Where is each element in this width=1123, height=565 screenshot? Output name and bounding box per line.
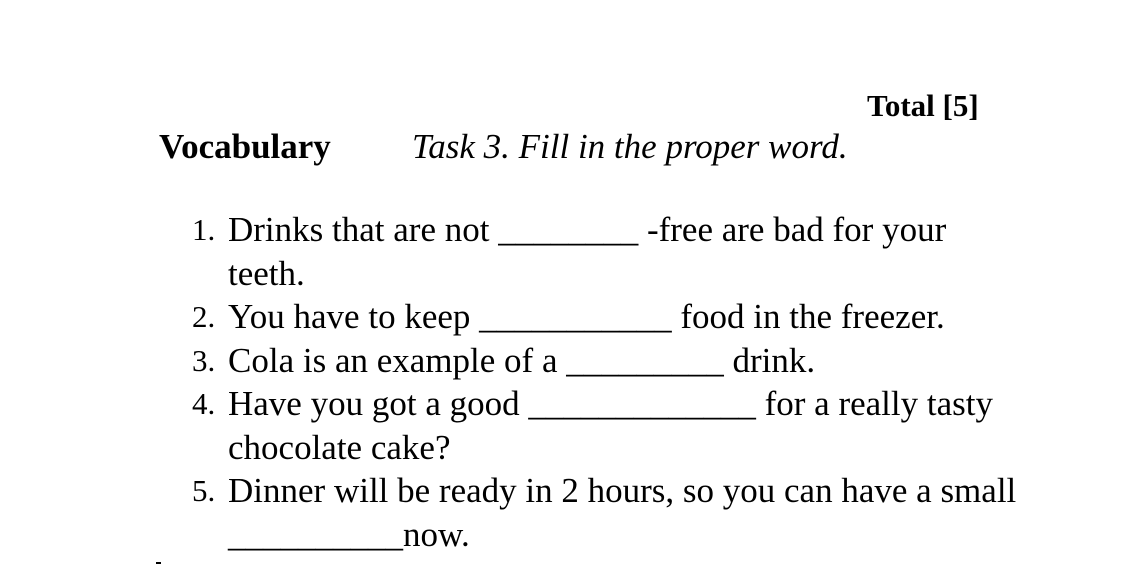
item-number: 4. [192, 386, 216, 421]
item-sentence: Cola is an example of a _________ drink. [228, 340, 816, 380]
item-sentence: Have you got a good _____________ for a really tasty chocolate cake? [228, 384, 993, 467]
item-number: 1. [192, 212, 216, 247]
item-sentence: Dinner will be ready in 2 hours, so you can have a small __________now. [228, 471, 1017, 554]
exercise-item-3 [0, 339, 1018, 383]
item-sentence: Drinks that are not ________ -free are bad for your teeth. [228, 210, 947, 293]
task-title: Task 3. Fill in the proper word. [412, 127, 848, 166]
item-number: 2. [192, 299, 216, 334]
exercise-item-4 [0, 382, 1018, 469]
item-number: 5. [192, 473, 216, 508]
page-edge-mark [156, 562, 161, 564]
exercise-item-1 [0, 208, 1018, 295]
section-label: Vocabulary [159, 127, 331, 166]
item-number: 3. [192, 342, 216, 378]
total-score: Total [5] [867, 88, 979, 123]
exercise-item-5 [0, 469, 1018, 556]
exercise-list [0, 208, 1123, 556]
exercise-item-2 [0, 295, 1018, 339]
item-sentence: You have to keep ___________ food in the freezer. [228, 297, 945, 336]
